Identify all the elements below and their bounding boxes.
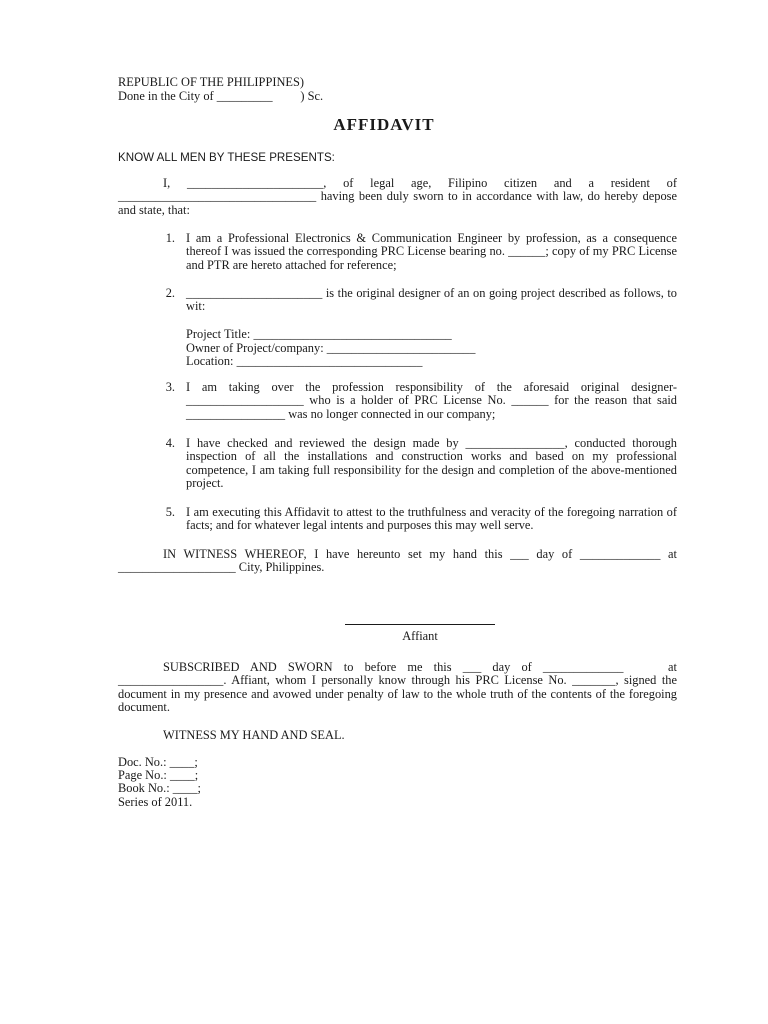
- page-number: Page No.: ____;: [118, 768, 199, 782]
- jurat-paragraph: SUBSCRIBED AND SWORN to before me this ___ day of _____________ at _________________. Affiant, whom I personally know through his PRC License No. _______, signed the document in my presence and avowed under penalty of law to the whole truth of the contents of the foregoing document.: [118, 660, 681, 715]
- item-number-5: 5.: [165, 505, 175, 519]
- item-number-4: 4.: [165, 436, 175, 450]
- project-owner-field: Owner of Project/company: ________________________: [186, 341, 476, 355]
- item-text-3: I am taking over the profession responsibility of the aforesaid original designer-___________________ who is a holder of PRC License No. ______ for the reason that said ________________ was no longer connected in our company;: [186, 380, 677, 421]
- item-number-3: 3.: [165, 380, 175, 394]
- project-title-field: Project Title: ________________________________: [186, 327, 452, 341]
- witness-hand-seal: WITNESS MY HAND AND SEAL.: [163, 728, 345, 742]
- header-republic: REPUBLIC OF THE PHILIPPINES): [118, 75, 304, 89]
- series-year: Series of 2011.: [118, 795, 193, 809]
- project-location-field: Location: ______________________________: [186, 354, 423, 368]
- affiant-label: Affiant: [402, 629, 438, 643]
- book-number: Book No.: ____;: [118, 781, 201, 795]
- item-text-5: I am executing this Affidavit to attest to the truthfulness and veracity of the foregoing narration of facts; and for whatever legal intents and purposes this may well serve.: [186, 505, 677, 533]
- item-text-1: I am a Professional Electronics & Communication Engineer by profession, as a consequence thereof I was issued the corresponding PRC License bearing no. ______; copy of my PRC License and PTR are hereto attached for reference;: [186, 231, 677, 272]
- intro-paragraph: I, ______________________, of legal age, Filipino citizen and a resident of ________________________________ having been duly sworn to in accordance with law, do hereby depose and state, that:: [118, 176, 681, 217]
- item-text-2: ______________________ is the original designer of an on going project described as follows, to wit:: [186, 286, 677, 314]
- document-title: AFFIDAVIT: [333, 115, 435, 134]
- header-city: Done in the City of _________ ) Sc.: [118, 89, 324, 103]
- item-text-4: I have checked and reviewed the design made by ________________, conducted thorough inspection of all the installations and construction works and based on my professional competence, I am taking full responsibility for the design and completion of the above-mentioned project.: [186, 436, 677, 491]
- doc-number: Doc. No.: ____;: [118, 755, 198, 769]
- item-number-1: 1.: [165, 231, 175, 245]
- witness-paragraph: IN WITNESS WHEREOF, I have hereunto set my hand this ___ day of _____________ at ___________________ City, Philippines.: [118, 547, 677, 575]
- affiant-signature-line: [345, 623, 495, 625]
- item-number-2: 2.: [165, 286, 175, 300]
- opening-line: KNOW ALL MEN BY THESE PRESENTS:: [118, 151, 335, 164]
